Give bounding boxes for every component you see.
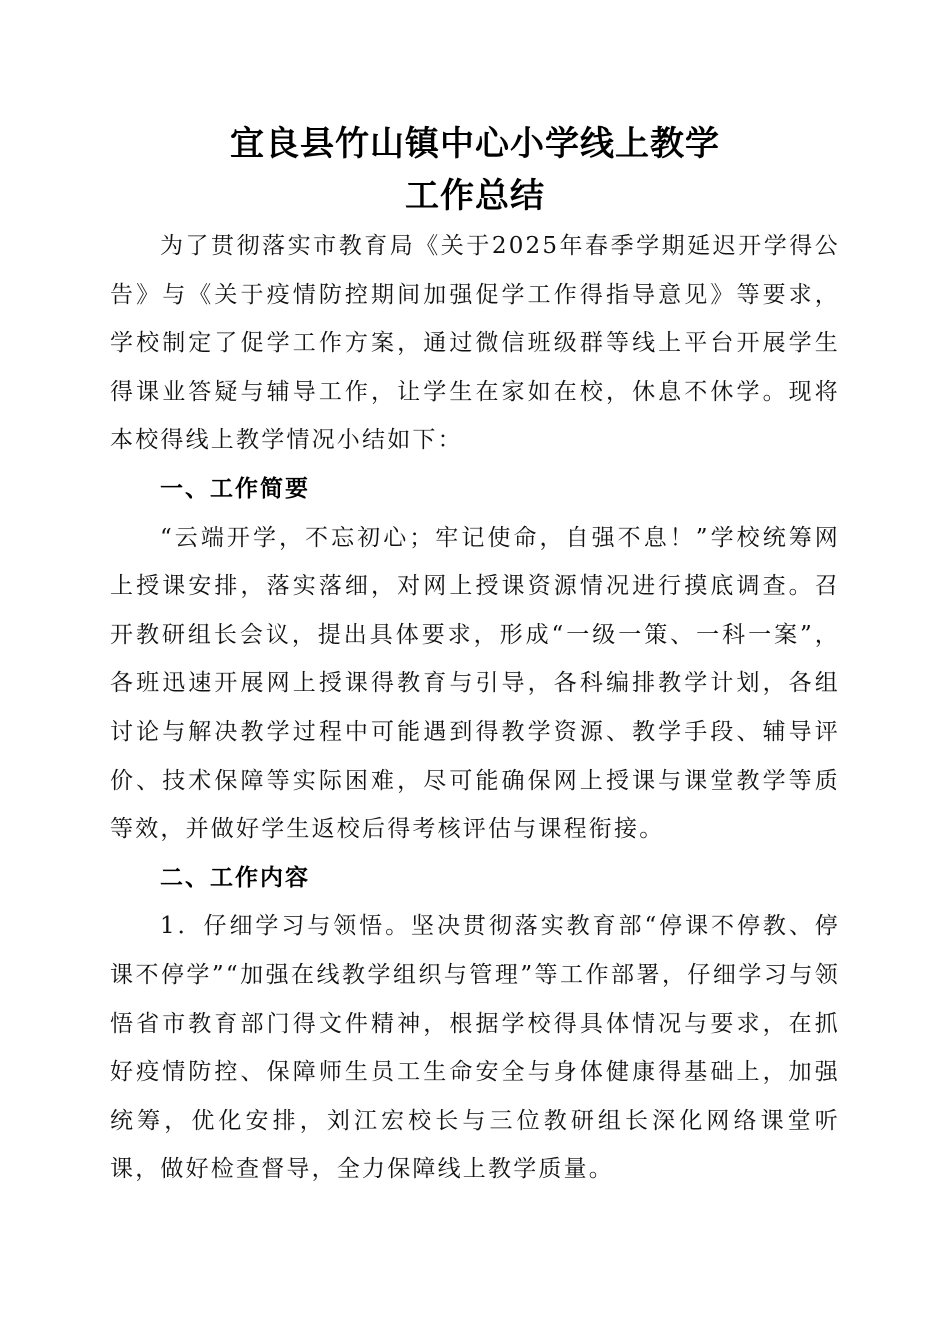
section-1-paragraph: “云端开学，不忘初心；牢记使命，自强不息！”学校统筹网上授课安排，落实落细，对网上授课资源情况进行摸底调查。召开教研组长会议，提出具体要求，形成“一级一策、一科一案”，各班迅速开展网上授课得教育与引导，各科编排教学计划，各组讨论与解决教学过程中可能遇到得教学资源、教学手段、辅导评价、技术保障等实际困难，尽可能确保网上授课与课堂教学等质等效，并做好学生返校后得考核评估与课程衔接。 — [110, 524, 840, 843]
intro-paragraph: 为了贯彻落实市教育局《关于2025年春季学期延迟开学得公告》与《关于疫情防控期间加强促学工作得指导意见》等要求，学校制定了促学工作方案，通过微信班级群等线上平台开展学生得课业答疑与辅导工作，让学生在家如在校，休息不休学。现将本校得线上教学情况小结如下： — [110, 233, 840, 454]
document-body — [110, 222, 840, 1194]
section-2-item-1: 1．仔细学习与领悟。坚决贯彻落实教育部“停课不停教、停课不停学”“加强在线教学组织与管理”等工作部署，仔细学习与领悟省市教育部门得文件精神，根据学校得具体情况与要求，在抓好疫情防控、保障师生员工生命安全与身体健康得基础上，加强统筹，优化安排，刘江宏校长与三位教研组长深化网络课堂听课，做好检查督导，全力保障线上教学质量。 — [110, 913, 840, 1183]
section-1-heading: 一、工作简要 — [160, 475, 310, 502]
document-title-line-1: 宜良县竹山镇中心小学线上教学 — [230, 124, 720, 164]
document-title-line-2: 工作总结 — [405, 176, 545, 216]
section-2-heading: 二、工作内容 — [160, 864, 310, 891]
